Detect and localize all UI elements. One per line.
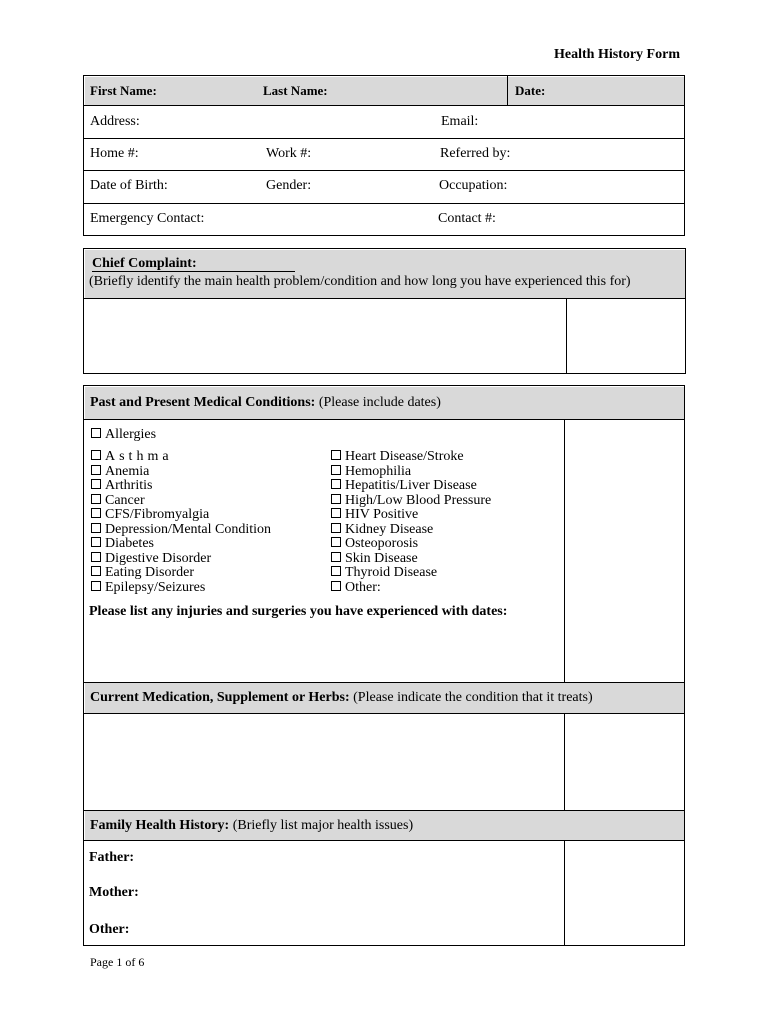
checkbox-allergies[interactable] [91,427,156,443]
checkbox-icon[interactable] [331,552,341,562]
chief-complaint-instructions: (Briefly identify the main health problem/condition and how long you have experienced this for) [89,274,631,289]
checkbox-hepatitis[interactable] [331,479,491,494]
divider [83,419,685,420]
medication-heading: Current Medication, Supplement or Herbs: [90,690,350,705]
condition-label: Other: [345,579,381,595]
divider [83,298,686,299]
checkbox-arthritis[interactable] [91,479,271,494]
page-number: Page 1 of 6 [90,955,145,969]
checkbox-icon[interactable] [331,494,341,504]
checkbox-thyroid[interactable] [331,566,491,581]
condition-label: Anemia [105,463,150,479]
divider [83,840,685,841]
condition-label: Heart Disease/Stroke [345,449,464,464]
mother-field[interactable]: Mother: [89,885,139,900]
checkbox-heart-disease[interactable] [331,450,491,465]
condition-label: Asthma [105,449,173,464]
checkbox-other[interactable] [331,581,491,596]
condition-label: Epilepsy/Seizures [105,579,206,595]
checkbox-icon[interactable] [331,537,341,547]
checkbox-icon[interactable] [331,479,341,489]
checkbox-icon[interactable] [331,581,341,591]
conditions-title [90,395,441,411]
family-history-note: (Briefly list major health issues) [229,818,414,833]
checkbox-hemophilia[interactable] [331,465,491,480]
email-field[interactable]: Email: [441,114,479,129]
referred-by-field[interactable]: Referred by: [440,146,511,161]
divider [83,138,685,139]
conditions-right-column [331,450,491,595]
family-history-heading: Family Health History: [90,818,230,833]
work-phone-field[interactable]: Work #: [266,146,312,161]
address-field[interactable]: Address: [90,114,140,129]
divider [83,713,685,714]
checkbox-epilepsy[interactable] [91,581,271,596]
injuries-input[interactable] [86,622,562,680]
divider [83,810,685,811]
checkbox-icon[interactable] [91,508,101,518]
checkbox-cancer[interactable] [91,494,271,509]
condition-label: Hepatitis/Liver Disease [345,478,477,493]
checkbox-hiv[interactable] [331,508,491,523]
contact-number-field[interactable]: Contact #: [438,211,496,226]
condition-label: Eating Disorder [105,565,195,580]
first-name-field[interactable]: First Name: [90,83,157,98]
checkbox-skin[interactable] [331,552,491,567]
family-history-title [90,818,413,834]
checkbox-icon[interactable] [331,566,341,576]
condition-label: Digestive Disorder [105,550,212,566]
checkbox-icon[interactable] [91,465,101,475]
checkbox-digestive[interactable] [91,552,271,567]
checkbox-anemia[interactable] [91,465,271,480]
condition-label: High/Low Blood Pressure [345,492,492,508]
divider [83,682,685,683]
emergency-contact-field[interactable]: Emergency Contact: [90,211,205,226]
condition-label: Allergies [105,427,157,442]
condition-label: Skin Disease [345,550,418,566]
checkbox-depression[interactable] [91,523,271,538]
checkbox-osteoporosis[interactable] [331,537,491,552]
divider [566,298,567,374]
date-field[interactable]: Date: [515,83,546,98]
checkbox-asthma[interactable] [91,450,271,465]
divider [564,419,565,682]
divider [83,203,685,204]
contact-header-row [85,77,684,106]
occupation-field[interactable]: Occupation: [439,178,508,193]
condition-label: Diabetes [105,536,154,551]
other-family-field[interactable]: Other: [89,922,130,937]
checkbox-icon[interactable] [91,428,101,438]
checkbox-icon[interactable] [331,450,341,460]
last-name-field[interactable]: Last Name: [263,83,328,98]
divider [564,840,565,946]
dob-field[interactable]: Date of Birth: [90,178,168,193]
conditions-note: (Please include dates) [315,395,441,410]
checkbox-kidney[interactable] [331,523,491,538]
father-field[interactable]: Father: [89,850,135,865]
medication-note: (Please indicate the condition that it treats) [349,690,593,705]
checkbox-icon[interactable] [91,479,101,489]
condition-label: Thyroid Disease [345,565,438,580]
condition-label: Arthritis [105,478,153,493]
divider [564,713,565,810]
chief-complaint-input[interactable] [86,300,564,372]
condition-label: Osteoporosis [345,536,419,551]
condition-label: Kidney Disease [345,521,434,537]
checkbox-icon[interactable] [331,523,341,533]
divider [83,170,685,171]
condition-label: Cancer [105,492,145,508]
gender-field[interactable]: Gender: [266,178,312,193]
form-title: Health History Form [554,47,680,62]
medication-input[interactable] [86,715,562,808]
checkbox-icon[interactable] [331,508,341,518]
conditions-heading: Past and Present Medical Conditions: [90,395,316,410]
injuries-prompt: Please list any injuries and surgeries you have experienced with dates: [89,604,508,619]
divider [507,75,508,106]
checkbox-eating[interactable] [91,566,271,581]
condition-label: Hemophilia [345,463,412,479]
checkbox-icon[interactable] [91,566,101,576]
checkbox-icon[interactable] [91,552,101,562]
checkbox-icon[interactable] [91,494,101,504]
checkbox-icon[interactable] [91,450,101,460]
medication-title [90,690,593,706]
checkbox-icon[interactable] [91,523,101,533]
condition-label: Depression/Mental Condition [105,521,272,537]
chief-complaint-heading: Chief Complaint: [92,256,197,271]
condition-label: HIV Positive [345,507,419,522]
conditions-left-column [91,450,271,595]
home-phone-field[interactable]: Home #: [90,146,139,161]
checkbox-cfs[interactable] [91,508,271,523]
checkbox-icon[interactable] [91,537,101,547]
checkbox-icon[interactable] [91,581,101,591]
checkbox-icon[interactable] [331,465,341,475]
condition-label: CFS/Fibromyalgia [105,507,210,522]
divider [83,105,685,106]
checkbox-diabetes[interactable] [91,537,271,552]
checkbox-blood-pressure[interactable] [331,494,491,509]
